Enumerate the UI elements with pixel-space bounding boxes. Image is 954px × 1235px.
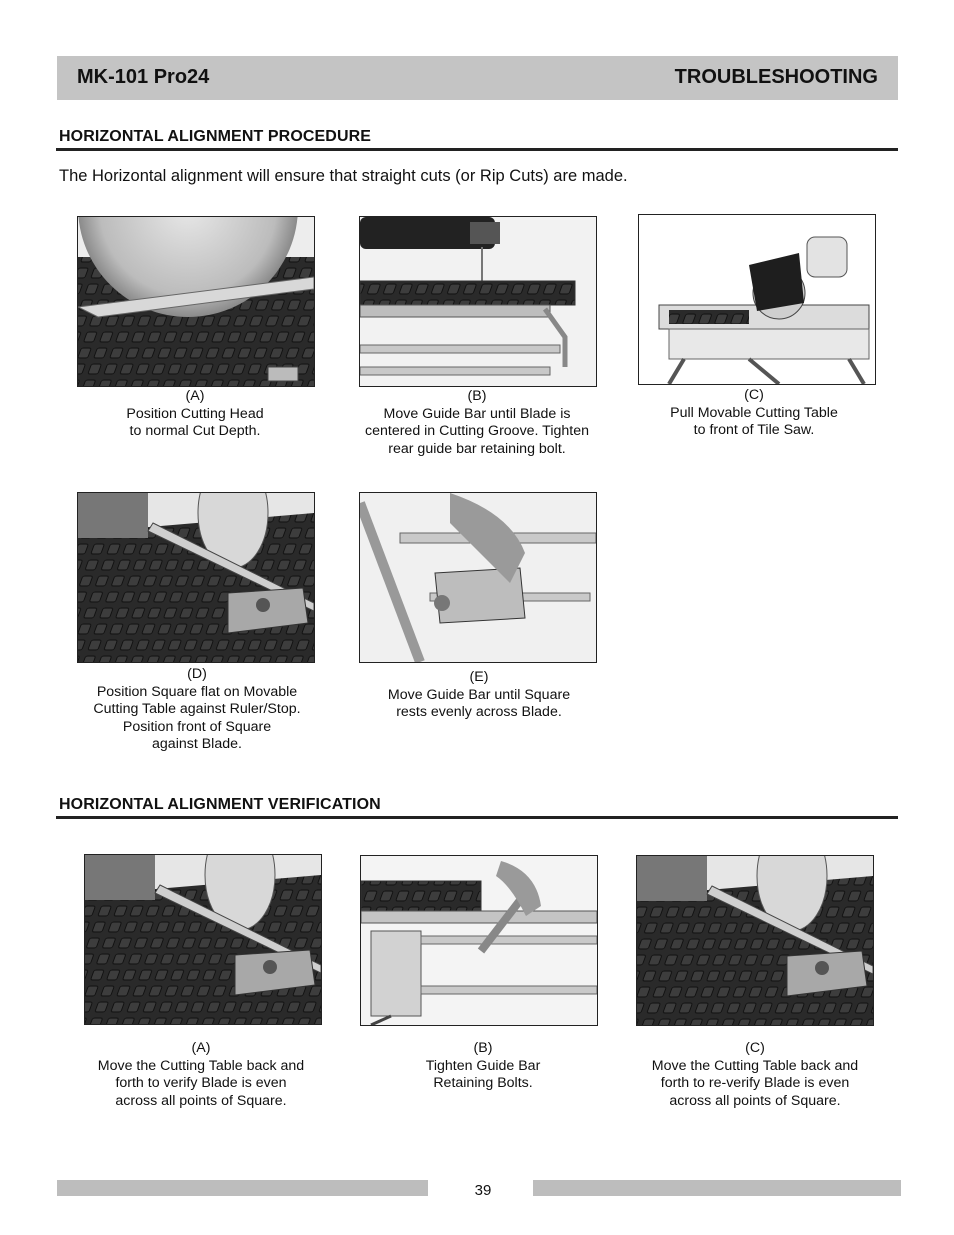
caption-line: Move Guide Bar until Blade is xyxy=(383,405,571,422)
caption-letter: (B) xyxy=(473,1040,493,1056)
caption-letter: (E) xyxy=(469,669,489,685)
caption-letter: (C) xyxy=(745,1040,765,1056)
caption-procedure-a xyxy=(95,388,295,441)
caption-line: Move the Cutting Table back and xyxy=(651,1057,859,1074)
caption-procedure-b xyxy=(337,388,617,458)
caption-line: across all points of Square. xyxy=(669,1092,841,1109)
photo-procedure-e xyxy=(359,492,597,663)
photo-procedure-c xyxy=(638,214,876,385)
caption-letter: (A) xyxy=(185,388,205,404)
caption-line: rear guide bar retaining bolt. xyxy=(388,440,566,457)
caption-line: to front of Tile Saw. xyxy=(693,422,815,438)
caption-verification-b xyxy=(383,1040,583,1093)
photo-verification-b xyxy=(360,855,598,1026)
caption-line: forth to re-verify Blade is even xyxy=(660,1075,850,1091)
caption-verification-a xyxy=(76,1040,326,1110)
caption-line: to normal Cut Depth. xyxy=(129,423,261,439)
model-name: MK-101 Pro24 xyxy=(77,66,210,88)
verification-rule xyxy=(56,816,898,819)
caption-line: forth to verify Blade is even xyxy=(115,1075,287,1091)
caption-procedure-e xyxy=(359,669,599,722)
caption-line: across all points of Square. xyxy=(115,1092,287,1109)
caption-line: centered in Cutting Groove. Tighten xyxy=(365,423,589,439)
caption-letter: (B) xyxy=(467,388,487,404)
procedure-rule xyxy=(56,148,898,151)
caption-verification-c xyxy=(630,1040,880,1110)
caption-line: Move Guide Bar until Square xyxy=(387,686,571,703)
photo-verification-a xyxy=(84,854,322,1025)
caption-procedure-c xyxy=(644,387,864,440)
footer-bar-left xyxy=(57,1180,428,1196)
caption-letter: (D) xyxy=(187,666,207,682)
photo-verification-c xyxy=(636,855,874,1026)
caption-line: Position Square flat on Movable xyxy=(96,683,298,700)
verification-title: HORIZONTAL ALIGNMENT VERIFICATION xyxy=(59,796,381,813)
caption-line: against Blade. xyxy=(152,736,242,752)
caption-procedure-d xyxy=(67,666,327,754)
caption-line: Position Cutting Head xyxy=(126,405,264,422)
caption-line: Move the Cutting Table back and xyxy=(97,1057,305,1074)
caption-letter: (C) xyxy=(744,387,764,403)
caption-line: Pull Movable Cutting Table xyxy=(670,404,838,421)
caption-line: Tighten Guide Bar xyxy=(425,1057,541,1074)
page-number: 39 xyxy=(474,1182,492,1199)
section-name: TROUBLESHOOTING xyxy=(674,66,878,88)
caption-line: Cutting Table against Ruler/Stop. xyxy=(93,701,301,717)
caption-letter: (A) xyxy=(191,1040,211,1056)
procedure-intro: The Horizontal alignment will ensure that straight cuts (or Rip Cuts) are made. xyxy=(59,167,628,185)
caption-line: Retaining Bolts. xyxy=(433,1075,533,1091)
photo-procedure-d xyxy=(77,492,315,663)
procedure-title: HORIZONTAL ALIGNMENT PROCEDURE xyxy=(59,128,372,145)
header-bar xyxy=(57,56,898,100)
photo-procedure-b xyxy=(359,216,597,387)
caption-line: rests evenly across Blade. xyxy=(396,704,562,720)
caption-line: Position front of Square xyxy=(122,718,272,735)
photo-procedure-a xyxy=(77,216,315,387)
footer-bar-right xyxy=(533,1180,901,1196)
